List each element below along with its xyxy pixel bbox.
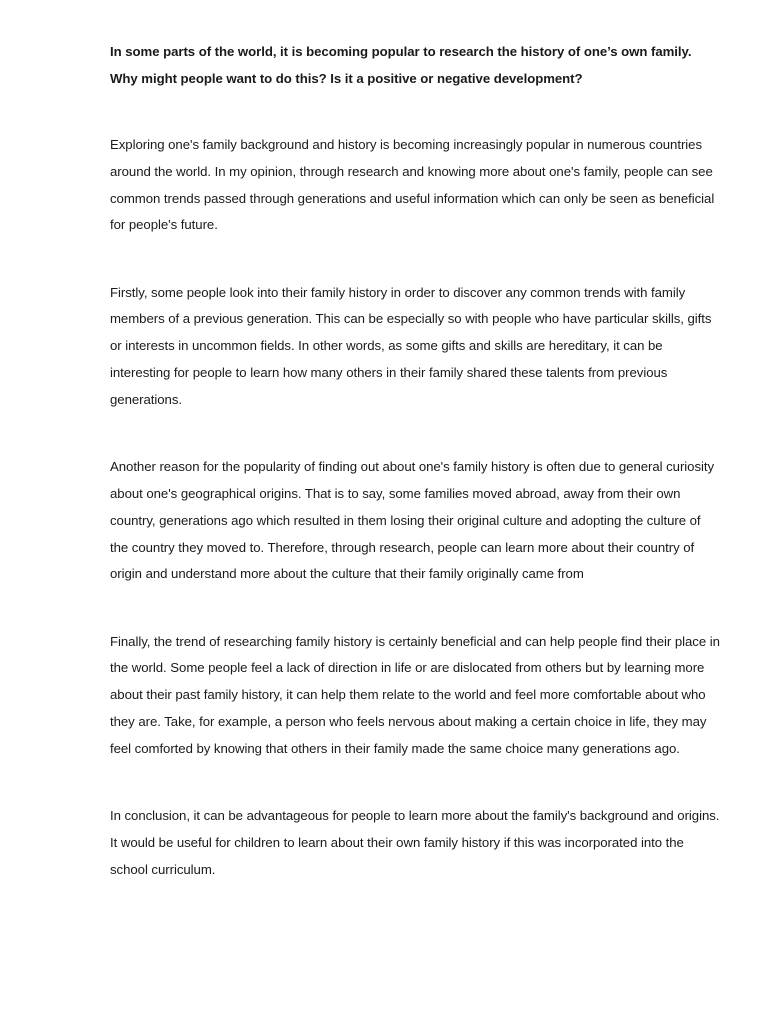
paragraph-introduction: Exploring one's family background and history is becoming increasingly popular in numerous countries around the world. In my opinion, through research and knowing more about one's family, people can see common trends passed through generations and useful information which can only be seen as beneficial for people's future. xyxy=(110,137,715,233)
paragraph-conclusion: In conclusion, it can be advantageous for people to learn more about the family's background and origins. It would be useful for children to learn about their own family history if this was incorporated into the school curriculum. xyxy=(110,808,720,877)
paragraph-body-1: Firstly, some people look into their family history in order to discover any common trends with family members of a previous generation. This can be especially so with people who have particular skills, gifts or interests in uncommon fields. In other words, as some gifts and skills are hereditary, it can be interesting for people to learn how many others in their family shared these talents from previous generations. xyxy=(110,284,712,407)
paragraph-body-3: Finally, the trend of researching family history is certainly beneficial and can help people find their place in the world. Some people feel a lack of direction in life or are dislocated from others but by learning more about their past family history, it can help them relate to the world and feel more comfortable about who they are. Take, for example, a person who feels nervous about making a certain choice in life, they may feel comforted by knowing that others in their family made the same choice many generations ago. xyxy=(110,633,720,756)
document-page xyxy=(110,38,722,924)
essay-prompt: In some parts of the world, it is becoming popular to research the history of one’s own family. Why might people want to do this? Is it a positive or negative development? xyxy=(110,44,692,86)
paragraph-body-2: Another reason for the popularity of finding out about one's family history is often due to general curiosity about one's geographical origins. That is to say, some families moved abroad, away from their own country, generations ago which resulted in them losing their original culture and adopting the culture of the country they moved to. Therefore, through research, people can learn more about their country of origin and understand more about the culture that their family originally came from xyxy=(110,459,715,582)
